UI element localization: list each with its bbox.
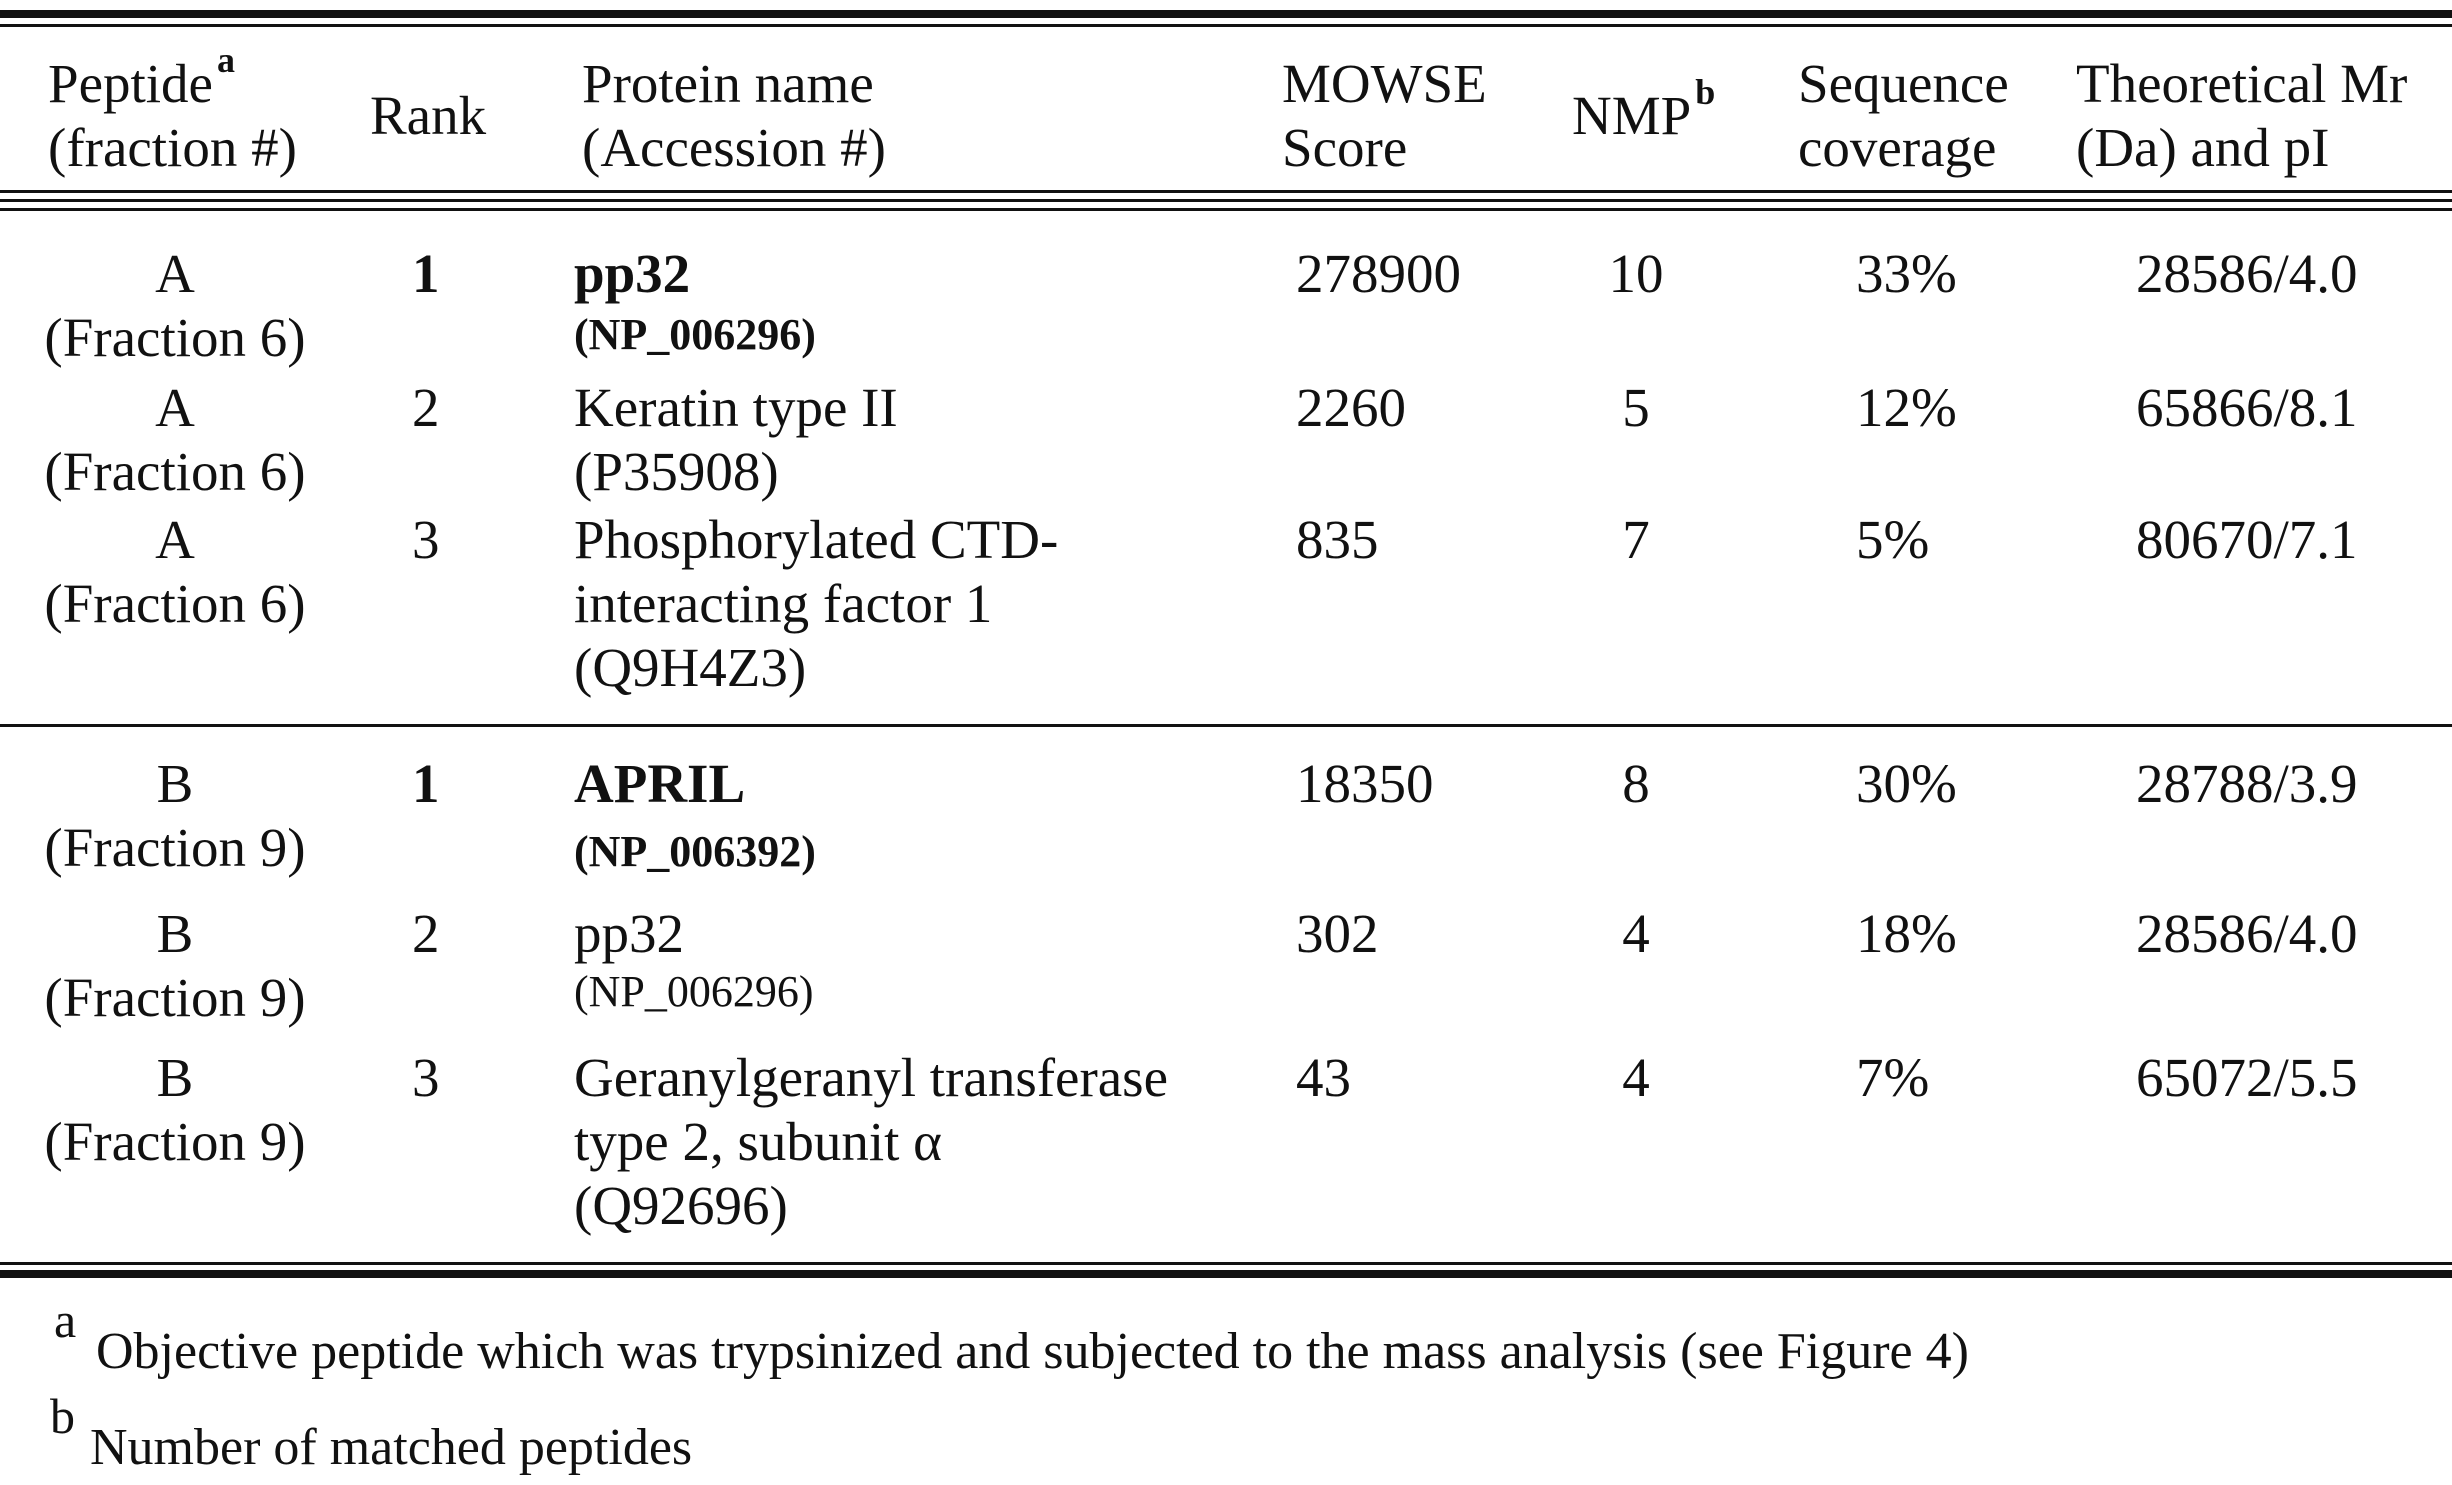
- cell-peptide: A: [155, 509, 195, 570]
- cell-protein: pp32: [574, 243, 691, 304]
- header-rank: Rank: [370, 85, 487, 146]
- cell-coverage: 18%: [1856, 903, 1957, 964]
- cell-rank: 3: [412, 1047, 440, 1108]
- cell-peptide: B: [156, 753, 194, 814]
- bottom-rule-thick: [0, 1270, 2452, 1278]
- cell-mr: 80670/7.1: [2136, 509, 2358, 570]
- cell-peptide: A: [155, 243, 195, 304]
- cell-coverage: 7%: [1856, 1047, 1930, 1108]
- group-divider: [0, 724, 2452, 727]
- cell-fraction: (Fraction 6): [44, 441, 306, 502]
- cell-fraction: (Fraction 9): [44, 817, 306, 878]
- header-mowse: MOWSE: [1282, 53, 1487, 114]
- cell-accession: (Q92696): [574, 1175, 788, 1236]
- cell-mowse: 302: [1296, 903, 1379, 964]
- cell-protein: Geranylgeranyl transferase: [574, 1047, 1168, 1108]
- footnote-b-mark: b: [50, 1388, 75, 1444]
- cell-mr: 65072/5.5: [2136, 1047, 2358, 1108]
- cell-mowse: 2260: [1296, 377, 1406, 438]
- header-protein-sub: (Accession #): [582, 117, 886, 178]
- cell-protein: pp32: [574, 903, 684, 964]
- header-rule-c: [0, 208, 2452, 211]
- cell-nmp: 4: [1622, 1047, 1650, 1108]
- header-protein: Protein name: [582, 53, 874, 114]
- header-mr: Theoretical Mr: [2076, 53, 2408, 114]
- cell-rank: 3: [412, 509, 440, 570]
- cell-nmp: 10: [1608, 243, 1664, 304]
- cell-coverage: 12%: [1856, 377, 1957, 438]
- header-mowse-sub: Score: [1282, 117, 1408, 178]
- footnote-a-mark: a: [54, 1292, 77, 1348]
- cell-protein: Phosphorylated CTD-: [574, 509, 1059, 570]
- cell-mr: 65866/8.1: [2136, 377, 2358, 438]
- cell-accession: (NP_006296): [574, 967, 814, 1016]
- header-peptide: Peptide $^a$: [48, 40, 235, 114]
- header-coverage-sub: coverage: [1798, 117, 1997, 178]
- cell-accession: (Q9H4Z3): [574, 637, 807, 698]
- cell-accession: (NP_006296): [574, 310, 816, 359]
- cell-nmp: 8: [1622, 753, 1650, 814]
- cell-protein: APRIL: [574, 753, 746, 814]
- header-peptide-sub: (fraction #): [48, 117, 297, 178]
- cell-protein-line2: interacting factor 1: [574, 573, 993, 634]
- cell-nmp: 4: [1622, 903, 1650, 964]
- cell-rank: 1: [412, 753, 440, 814]
- cell-mr: 28788/3.9: [2136, 753, 2358, 814]
- cell-nmp: 5: [1622, 377, 1650, 438]
- header-coverage: Sequence: [1798, 53, 2009, 114]
- cell-fraction: (Fraction 6): [44, 573, 306, 634]
- cell-rank: 2: [412, 903, 440, 964]
- cell-mowse: 278900: [1296, 243, 1461, 304]
- cell-protein: Keratin type II: [574, 377, 898, 438]
- footnote-a-text: Objective peptide which was trypsinized and subjected to the mass analysis (see Figure 4): [96, 1323, 1969, 1380]
- cell-rank: 2: [412, 377, 440, 438]
- cell-fraction: (Fraction 9): [44, 967, 306, 1028]
- top-rule-thin: [0, 24, 2452, 27]
- cell-mowse: 43: [1296, 1047, 1351, 1108]
- cell-coverage: 30%: [1856, 753, 1957, 814]
- cell-accession: (P35908): [574, 441, 779, 502]
- header-rule-a: [0, 190, 2452, 193]
- header-rule-b: [0, 199, 2452, 202]
- cell-nmp: 7: [1622, 509, 1650, 570]
- cell-peptide: B: [156, 1047, 194, 1108]
- cell-mr: 28586/4.0: [2136, 903, 2358, 964]
- top-rule-thick: [0, 10, 2452, 18]
- cell-mr: 28586/4.0: [2136, 243, 2358, 304]
- header-nmp: NMP $^b$: [1572, 72, 1716, 146]
- cell-peptide: A: [155, 377, 195, 438]
- cell-accession: (NP_006392): [574, 827, 816, 876]
- cell-fraction: (Fraction 9): [44, 1111, 306, 1172]
- footnote-b-text: Number of matched peptides: [90, 1419, 693, 1476]
- header-mr-sub: (Da) and pI: [2076, 117, 2330, 178]
- cell-mowse: 18350: [1296, 753, 1434, 814]
- cell-mowse: 835: [1296, 509, 1379, 570]
- cell-coverage: 33%: [1856, 243, 1957, 304]
- cell-fraction: (Fraction 6): [44, 307, 306, 368]
- cell-coverage: 5%: [1856, 509, 1930, 570]
- cell-protein-line2: type 2, subunit α: [574, 1111, 942, 1172]
- bottom-rule-thin: [0, 1262, 2452, 1265]
- footnote-mark-a: a: [216, 40, 235, 80]
- cell-rank: 1: [412, 243, 440, 304]
- footnote-mark-b: b: [1695, 72, 1716, 112]
- cell-peptide: B: [156, 903, 194, 964]
